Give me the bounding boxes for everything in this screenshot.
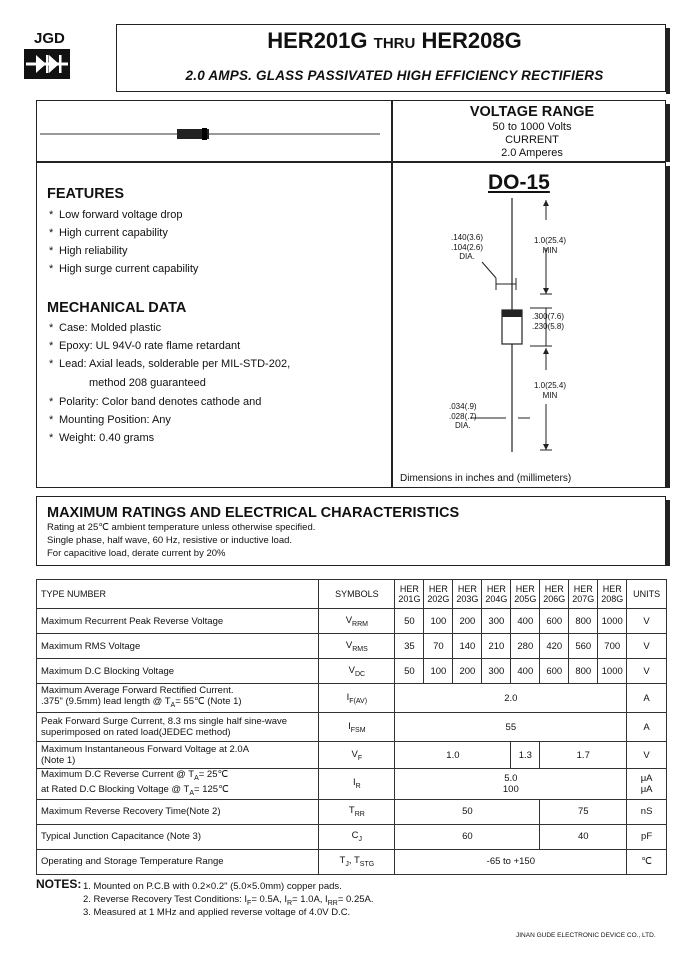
value-cell: 700 [598,634,627,659]
value-cell: 50 [395,659,424,684]
symbol-cell: $I_R$ [319,769,395,800]
table-row [37,713,667,742]
table-row [37,799,667,824]
col-part: HER 207G [569,580,598,609]
param-cell: Maximum RMS Voltage [37,634,319,659]
value-cell: 300 [482,609,511,634]
col-type-number: TYPE NUMBER [37,580,319,609]
symbol-cell: $I_{F(AV)}$ [319,684,395,713]
unit-cell: A [627,684,667,713]
unit-cell: ℃ [627,849,667,874]
col-part: HER 203G [453,580,482,609]
table-header-row [37,580,667,609]
footer-company: JINAN GUDE ELECTRONIC DEVICE CO., LTD. [516,932,656,939]
logo-text: JGD [34,30,65,47]
current-value: 2.0 Amperes [501,147,563,159]
mechanical-item: * Case: Molded plastic [49,322,162,334]
title-part1: HER201G [267,28,368,53]
title-thru: THRU [373,35,416,52]
param-cell: Maximum Recurrent Peak Reverse Voltage [37,609,319,634]
feature-item: * High reliability [49,245,128,257]
unit-cell: V [627,609,667,634]
value-cell: 300 [482,659,511,684]
value-cell: 40 [540,824,627,849]
body-diameter-label: .140(3.6) .104(2.6) DIA. [451,233,484,261]
feature-item: * High surge current capability [49,263,199,275]
note-item: 3. Measured at 1 MHz and applied reverse voltage of 4.0V D.C. [83,907,351,918]
value-cell: 1000 [598,609,627,634]
param-cell: Operating and Storage Temperature Range [37,849,319,874]
feature-item: * High current capability [49,227,168,239]
current-label: CURRENT [505,134,559,146]
value-cell: 2.0 [395,684,627,713]
notes-label: NOTES: [36,877,82,891]
mechanical-item: * Weight: 0.40 grams [49,432,155,444]
value-cell: 560 [569,634,598,659]
ratings-note: Rating at 25℃ ambient temperature unless otherwise specified. [47,522,316,533]
top-lead-length-label: 1.0(25.4) MIN [534,236,567,255]
mechanical-item: method 208 guaranteed [89,377,206,389]
note-item: 1. Mounted on P.C.B with 0.2×0.2" (5.0×5.0mm) copper pads. [83,881,342,892]
package-name: DO-15 [488,171,550,194]
body-length-label: .300(7.6) .230(5.8) [532,312,565,331]
unit-cell: A [627,713,667,742]
symbol-cell: $I_{FSM}$ [319,713,395,742]
col-part: HER 202G [424,580,453,609]
ratings-box-shadow [666,500,670,566]
symbol-cell: $V_{DC}$ [319,659,395,684]
table-row [37,824,667,849]
table-row [37,659,667,684]
diode-image [40,127,380,141]
col-symbols: SYMBOLS [319,580,395,609]
value-cell: 280 [511,634,540,659]
param-cell: Maximum D.C Reverse Current @ $T_A=$ 25℃ at Rated D.C Blocking Voltage @ $T_A=$ 125℃ [37,769,319,800]
unit-cell: μA μA [627,769,667,800]
value-cell: 1000 [598,659,627,684]
value-cell: 70 [424,634,453,659]
value-cell: 1.7 [540,742,627,769]
col-part: HER 204G [482,580,511,609]
col-units: UNITS [627,580,667,609]
value-cell: 200 [453,609,482,634]
table-row [37,684,667,713]
unit-cell: V [627,659,667,684]
col-part: HER 206G [540,580,569,609]
logo-icon [24,49,70,79]
features-heading: FEATURES [47,186,125,202]
col-part: HER 205G [511,580,540,609]
ratings-note: For capacitive load, derate current by 20% [47,548,226,559]
mechanical-item: * Lead: Axial leads, solderable per MIL-STD-202, [49,358,291,370]
value-cell: 200 [453,659,482,684]
value-cell: 1.0 [395,742,511,769]
param-cell: Maximum Instantaneous Forward Voltage at 2.0A (Note 1) [37,742,319,769]
symbol-cell: $T_{RR}$ [319,799,395,824]
feature-item: * Low forward voltage drop [49,209,183,221]
symbol-cell: $V_{RMS}$ [319,634,395,659]
note-item: 2. Reverse Recovery Test Conditions: $I_F= 0.5A$, $I_R= 1.0A$, $I_{RR}= 0.25A$. [83,894,374,907]
symbol-cell: $T_J$, $T_{STG}$ [319,849,395,874]
value-cell: 100 [424,659,453,684]
package-box-shadow [666,166,670,488]
table-row [37,742,667,769]
value-cell: 800 [569,609,598,634]
value-cell: 35 [395,634,424,659]
table-row [37,769,667,800]
param-cell: Maximum Reverse Recovery Time(Note 2) [37,799,319,824]
param-cell: Typical Junction Capacitance (Note 3) [37,824,319,849]
symbol-cell: $C_J$ [319,824,395,849]
bottom-lead-length-label: 1.0(25.4) MIN [534,381,567,400]
value-cell: 600 [540,659,569,684]
voltage-range-heading: VOLTAGE RANGE [469,104,595,120]
value-cell: 420 [540,634,569,659]
value-cell: 60 [395,824,540,849]
mechanical-item: * Mounting Position: Any [49,414,171,426]
table-row [37,634,667,659]
ratings-heading: MAXIMUM RATINGS AND ELECTRICAL CHARACTERISTICS [47,505,460,521]
value-cell: 600 [540,609,569,634]
mechanical-heading: MECHANICAL DATA [47,300,187,316]
voltage-range-value: 50 to 1000 Volts [492,121,572,133]
value-cell: -65 to +150 [395,849,627,874]
value-cell: 50 [395,609,424,634]
value-cell: 55 [395,713,627,742]
voltage-box-shadow [666,104,670,162]
unit-cell: pF [627,824,667,849]
unit-cell: nS [627,799,667,824]
dimensions-caption: Dimensions in inches and (millimeters) [400,473,572,484]
col-part: HER 208G [598,580,627,609]
page-subtitle: 2.0 AMPS. GLASS PASSIVATED HIGH EFFICIENCY RECTIFIERS [185,68,604,83]
value-cell: 5.0 100 [395,769,627,800]
page-title [122,28,667,54]
value-cell: 75 [540,799,627,824]
value-cell: 100 [424,609,453,634]
param-cell: Peak Forward Surge Current, 8.3 ms single half sine-wave superimposed on rated load(JEDEC method) [37,713,319,742]
table-row [37,849,667,874]
param-cell: Maximum Average Forward Rectified Current. .375" (9.5mm) lead length @ $T_A=$ 55℃ (Note 1) [37,684,319,713]
value-cell: 50 [395,799,540,824]
wire-diameter-label: .034(.9) .028(.7) DIA. [449,402,477,430]
title-part2: HER208G [421,28,522,53]
characteristics-table [36,579,667,875]
symbol-cell: $V_{RRM}$ [319,609,395,634]
col-part: HER 201G [395,580,424,609]
value-cell: 800 [569,659,598,684]
mechanical-item: * Polarity: Color band denotes cathode and [49,396,262,408]
unit-cell: V [627,742,667,769]
value-cell: 1.3 [511,742,540,769]
table-row [37,609,667,634]
ratings-note: Single phase, half wave, 60 Hz, resistive or inductive load. [47,535,293,546]
param-cell: Maximum D.C Blocking Voltage [37,659,319,684]
value-cell: 210 [482,634,511,659]
symbol-cell: $V_F$ [319,742,395,769]
mechanical-item: * Epoxy: UL 94V-0 rate flame retardant [49,340,241,352]
value-cell: 400 [511,609,540,634]
value-cell: 140 [453,634,482,659]
value-cell: 400 [511,659,540,684]
unit-cell: V [627,634,667,659]
